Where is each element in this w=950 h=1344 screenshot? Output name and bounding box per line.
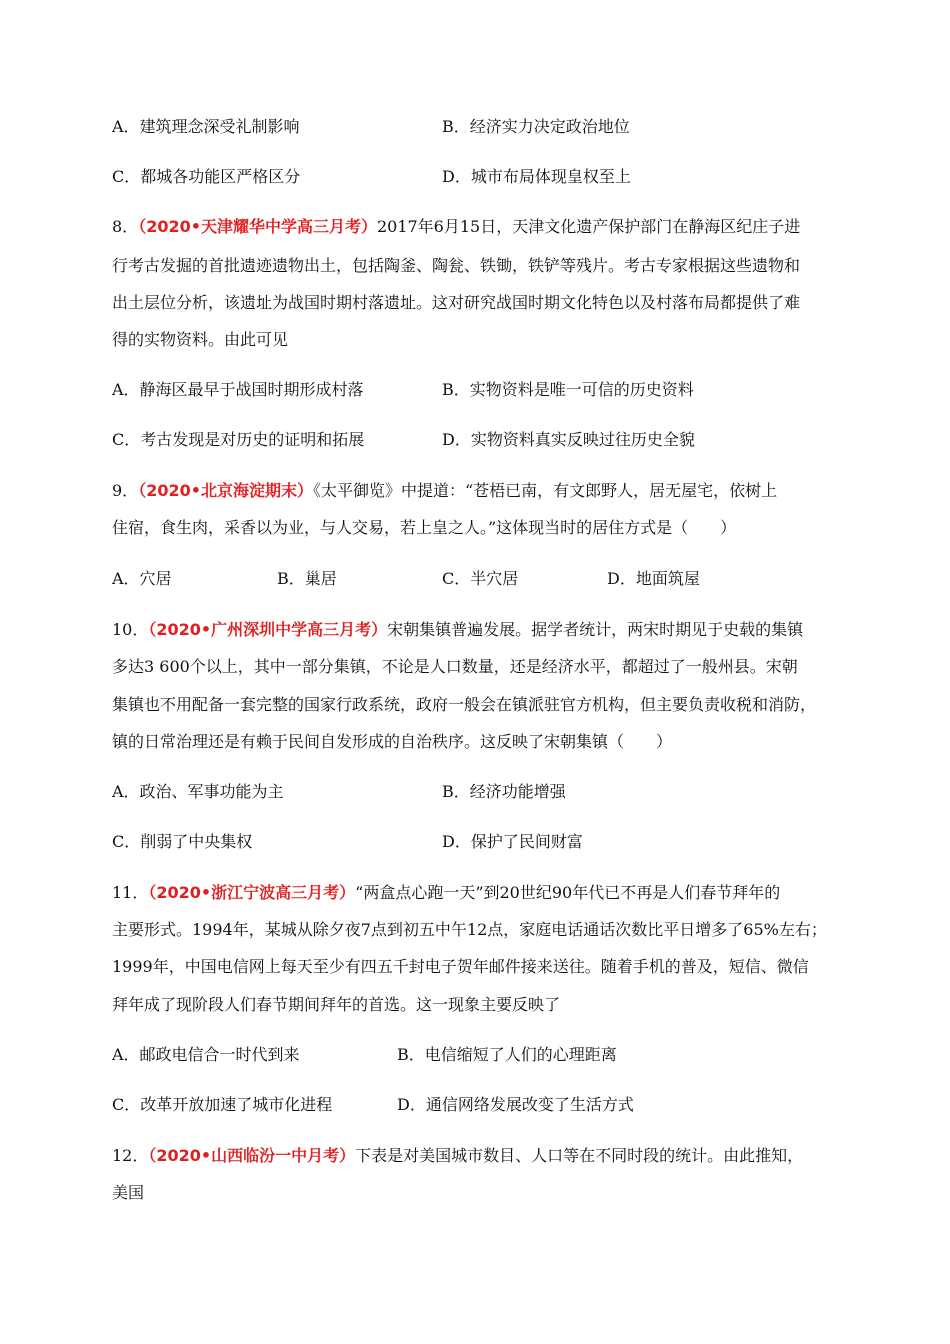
- q9-source: （2020•北京海淀期末）: [138, 481, 313, 500]
- q8-stem-line-2: 行考古发掘的首批遗迹遗物出土，包括陶釜、陶瓮、铁锄，铁铲等残片。考古专家根据这些遗物和: [112, 256, 801, 275]
- q8-number: 8．: [112, 217, 139, 236]
- q7-option-d: D．城市布局体现皇权至上: [442, 167, 631, 186]
- q11-source: （2020•浙江宁波高三月考）: [148, 883, 356, 902]
- q12-number: 12．: [112, 1146, 149, 1165]
- q9-stem-line-2: 住宿，食生肉，采香以为业，与人交易，若上皇之人。”这体现当时的居住方式是（ ）: [112, 518, 737, 537]
- q12-source: （2020•山西临汾一中月考）: [148, 1146, 356, 1165]
- q8-option-d: D．实物资料真实反映过往历史全貌: [442, 430, 695, 449]
- q9-option-a: A．穴居: [112, 569, 172, 588]
- q11-stem-line-2: 主要形式。1994年，某城从除夕夜7点到初五中午12点，家庭电话通话次数比平日增多了65%左右；: [112, 920, 827, 939]
- q8-stem-line-1: [112, 217, 800, 237]
- q8-stem-line-4: 得的实物资料。由此可见: [112, 330, 289, 349]
- q12-stem-line-1: [112, 1146, 803, 1166]
- q12-stem-line-2: 美国: [112, 1183, 145, 1202]
- q7-option-b: B．经济实力决定政治地位: [442, 117, 630, 136]
- q10-stem-line-3: 集镇也不用配备一套完整的国家行政系统，政府一般会在镇派驻官方机构，但主要负责收税和消防，: [112, 695, 817, 714]
- q7-option-c: C．都城各功能区严格区分: [112, 167, 301, 186]
- q12-text-1: 下表是对美国城市数目、人口等在不同时段的统计。由此推知，: [355, 1146, 804, 1165]
- q11-option-d: D．通信网络发展改变了生活方式: [397, 1095, 634, 1114]
- q10-stem-line-1: [112, 620, 803, 640]
- q11-option-a: A．邮政电信合一时代到来: [112, 1045, 300, 1064]
- q11-option-b: B．电信缩短了人们的心理距离: [397, 1045, 617, 1064]
- q11-text-1: “两盒点心跑一天”到20世纪90年代已不再是人们春节拜年的: [355, 883, 781, 902]
- q8-option-a: A．静海区最早于战国时期形成村落: [112, 380, 364, 399]
- q11-number: 11．: [112, 883, 149, 902]
- q8-option-b: B．实物资料是唯一可信的历史资料: [442, 380, 694, 399]
- q10-stem-line-2: 多达3 600个以上，其中一部分集镇，不论是人口数量，还是经济水平，都超过了一般州县。宋朝: [112, 657, 798, 676]
- q10-number: 10．: [112, 620, 149, 639]
- q10-option-b: B．经济功能增强: [442, 782, 566, 801]
- q9-text-1: 《太平御览》中提道：“苍梧已南，有文郎野人，居无屋宅，依树上: [312, 481, 778, 500]
- q9-number: 9．: [112, 481, 139, 500]
- q10-text-1: 宋朝集镇普遍发展。据学者统计，两宋时期见于史载的集镇: [387, 620, 804, 639]
- q10-source: （2020•广州深圳中学高三月考）: [148, 620, 388, 639]
- q11-option-c: C．改革开放加速了城市化进程: [112, 1095, 333, 1114]
- q8-text-1: 2017年6月15日，天津文化遗产保护部门在静海区纪庄子进: [376, 217, 801, 236]
- q9-option-b: B．巢居: [277, 569, 337, 588]
- q10-option-c: C．削弱了中央集权: [112, 832, 253, 851]
- q8-option-c: C．考古发现是对历史的证明和拓展: [112, 430, 365, 449]
- q11-stem-line-3: 1999年，中国电信网上每天至少有四五千封电子贺年邮件接来送往。随着手机的普及，短信、微信: [112, 957, 809, 976]
- q10-option-a: A．政治、军事功能为主: [112, 782, 284, 801]
- q9-option-d: D．地面筑屋: [607, 569, 700, 588]
- q7-option-a: A．建筑理念深受礼制影响: [112, 117, 300, 136]
- q8-stem-line-3: 出土层位分析，该遗址为战国时期村落遗址。这对研究战国时期文化特色以及村落布局都提供了难: [112, 293, 801, 312]
- q8-source: （2020•天津耀华中学高三月考）: [138, 217, 377, 236]
- q11-stem-line-1: [112, 883, 780, 903]
- q10-option-d: D．保护了民间财富: [442, 832, 583, 851]
- q10-stem-line-4: 镇的日常治理还是有赖于民间自发形成的自治秩序。这反映了宋朝集镇（ ）: [112, 732, 673, 751]
- q11-stem-line-4: 拜年成了现阶段人们春节期间拜年的首选。这一现象主要反映了: [112, 995, 561, 1014]
- q9-option-c: C．半穴居: [442, 569, 519, 588]
- q9-stem-line-1: [112, 481, 777, 501]
